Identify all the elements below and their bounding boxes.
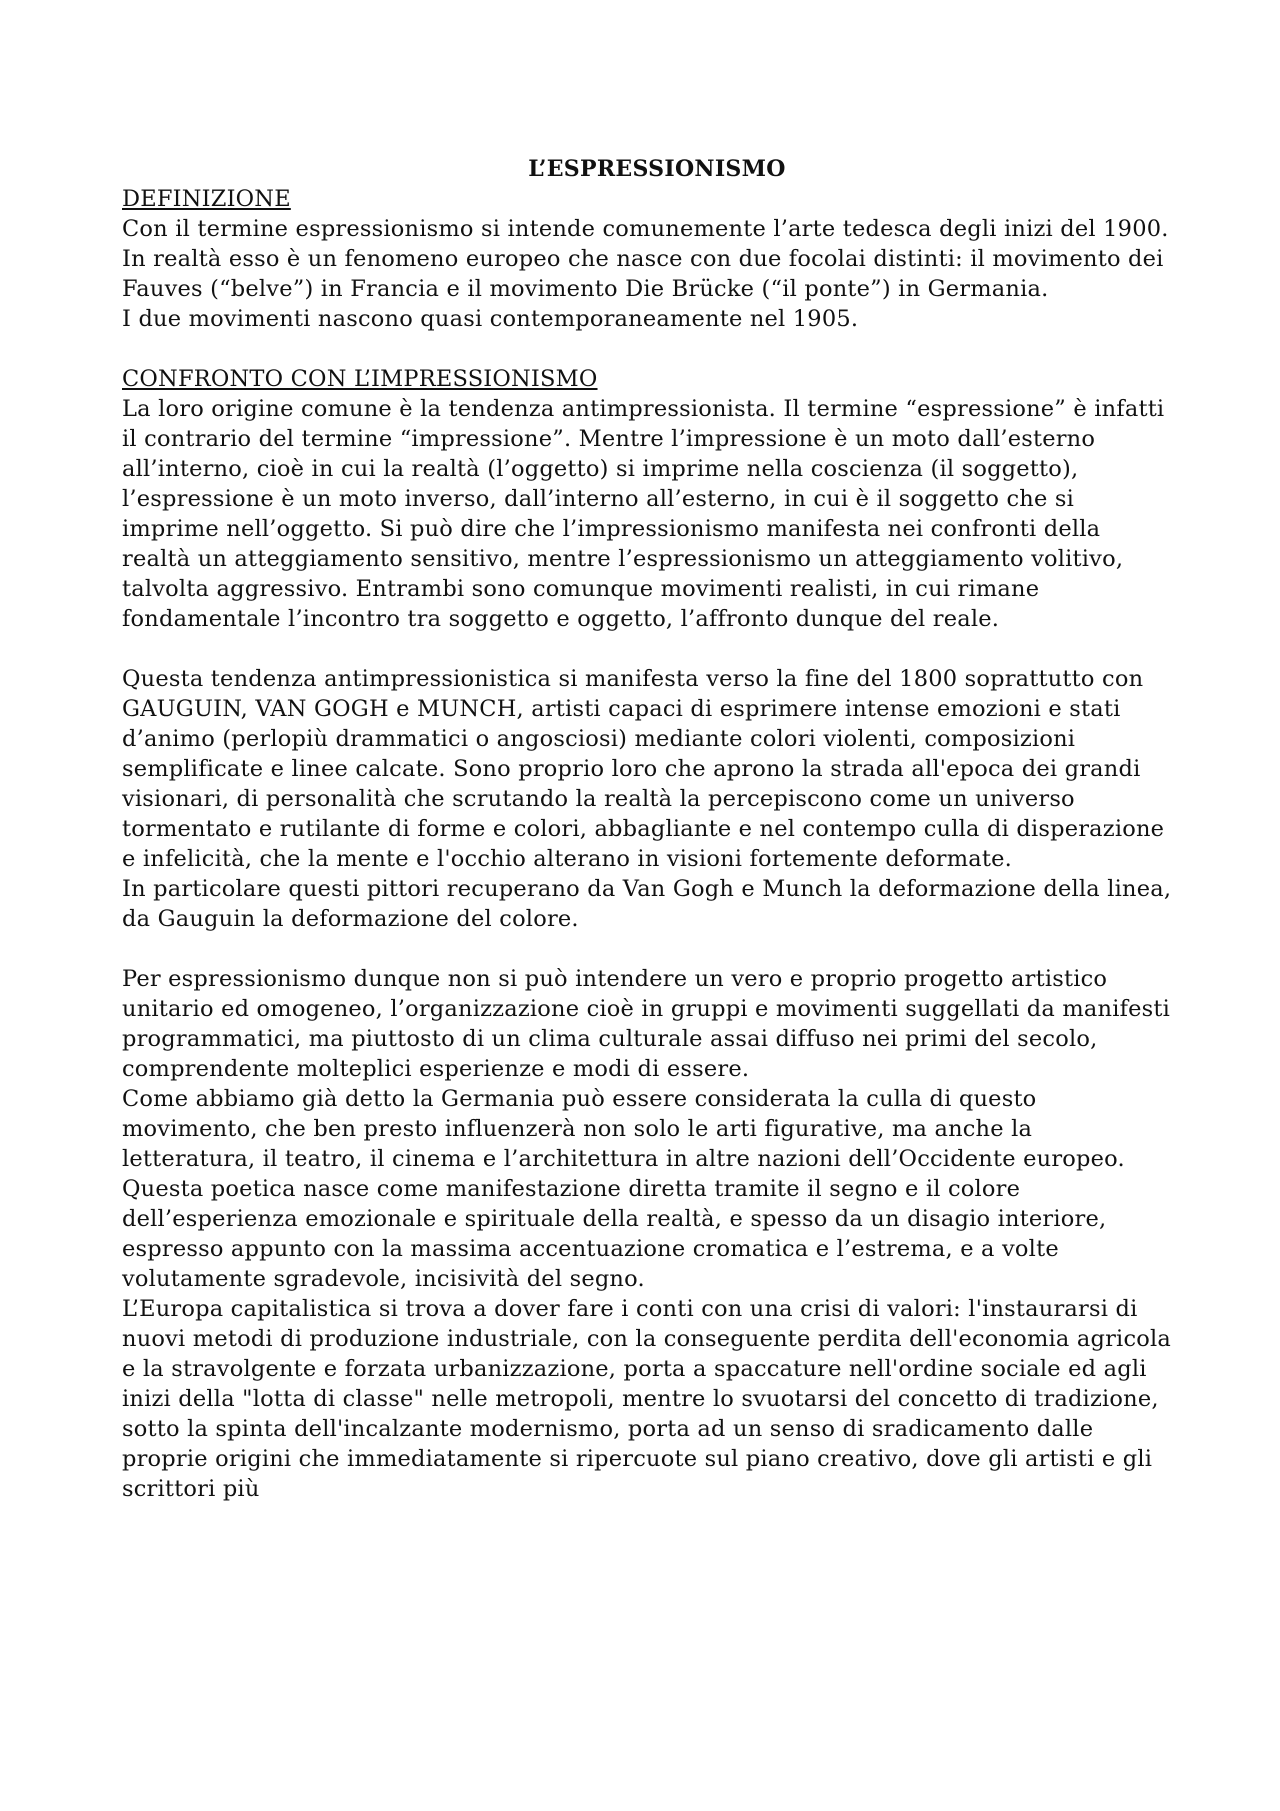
paragraph: La loro origine comune è la tendenza antimpressionista. Il termine “espressione” è infatti il contrario del termine “impressione”. Mentre l’impressione è un moto dall’esterno all’interno, cioè in cui la realtà (l’oggetto) si imprime nella coscienza (il soggetto), l’espressione è un moto inverso, dall’interno all’esterno, in cui è il soggetto che si imprime nell’oggetto. Si può dire che l’impressionismo manifesta nei confronti della realtà un atteggiamento sensitivo, mentre l’espressionismo un atteggiamento volitivo, talvolta aggressivo. Entrambi sono comunque movimenti realisti, in cui rimane fondamentale l’incontro tra soggetto e oggetto, l’affronto dunque del reale. bbox=[122, 396, 1165, 632]
paragraph: Questa poetica nasce come manifestazione diretta tramite il segno e il colore dell’esperienza emozionale e spirituale della realtà, e spesso da un disagio interiore, espresso appunto con la massima accentuazione cromatica e l’estrema, e a volte volutamente sgradevole, incisività del segno. bbox=[122, 1176, 1107, 1292]
paragraph-spacer bbox=[122, 934, 1172, 964]
document-title: L’ESPRESSIONISMO bbox=[528, 156, 786, 182]
paragraph-spacer bbox=[122, 634, 1172, 664]
paragraph: Con il termine espressionismo si intende comunemente l’arte tedesca degli inizi del 1900. bbox=[122, 216, 1169, 242]
document-page bbox=[122, 154, 1172, 1504]
paragraph: In particolare questi pittori recuperano da Van Gogh e Munch la deformazione della linea, da Gauguin la deformazione del colore. bbox=[122, 876, 1172, 932]
paragraph: Questa tendenza antimpressionistica si manifesta verso la fine del 1800 soprattutto con GAUGUIN, VAN GOGH e MUNCH, artisti capaci di esprimere intense emozioni e stati d’animo (perlopiù drammatici o angosciosi) mediante colori violenti, composizioni semplificate e linee calcate. Sono proprio loro che aprono la strada all'epoca dei grandi visionari, di personalità che scrutando la realtà la percepiscono come un universo tormentato e rutilante di forme e colori, abbagliante e nel contempo culla di disperazione e infelicità, che la mente e l'occhio alterano in visioni fortemente deformate. bbox=[122, 666, 1165, 872]
paragraph: L’Europa capitalistica si trova a dover fare i conti con una crisi di valori: l'instaurarsi di nuovi metodi di produzione industriale, con la conseguente perdita dell'economia agricola e la stravolgente e forzata urbanizzazione, porta a spaccature nell'ordine sociale ed agli inizi della "lotta di classe" nelle metropoli, mentre lo svuotarsi del concetto di tradizione, sotto la spinta dell'incalzante modernismo, porta ad un senso di sradicamento dalle proprie origini che immediatamente si ripercuote sul piano creativo, dove gli artisti e gli scrittori più bbox=[122, 1296, 1171, 1502]
paragraph: Come abbiamo già detto la Germania può essere considerata la culla di questo movimento, che ben presto influenzerà non solo le arti figurative, ma anche la letteratura, il teatro, il cinema e l’architettura in altre nazioni dell’Occidente europeo. bbox=[122, 1086, 1125, 1172]
paragraph: In realtà esso è un fenomeno europeo che nasce con due focolai distinti: il movimento dei Fauves (“belve”) in Francia e il movimento Die Brücke (“il ponte”) in Germania. bbox=[122, 246, 1164, 302]
section-heading-definizione: DEFINIZIONE bbox=[122, 186, 291, 212]
section-heading-confronto: CONFRONTO CON L’IMPRESSIONISMO bbox=[122, 366, 598, 392]
paragraph: Per espressionismo dunque non si può intendere un vero e proprio progetto artistico unitario ed omogeneo, l’organizzazione cioè in gruppi e movimenti suggellati da manifesti programmatici, ma piuttosto di un clima culturale assai diffuso nei primi del secolo, comprendente molteplici esperienze e modi di essere. bbox=[122, 966, 1171, 1082]
paragraph: I due movimenti nascono quasi contemporaneamente nel 1905. bbox=[122, 306, 859, 332]
paragraph-spacer bbox=[122, 334, 1172, 364]
